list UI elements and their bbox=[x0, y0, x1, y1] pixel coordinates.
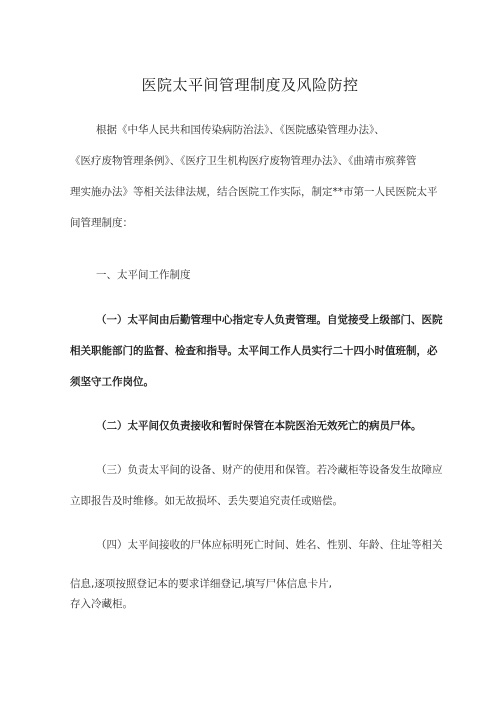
paragraph-line: （一）太平间由后勤管理中心指定专人负责管理。自觉接受上级部门、医院 bbox=[96, 314, 443, 326]
paragraph-line: 理实施办法》等相关法律法规，结合医院工作实际，制定**市第一人民医院太平 bbox=[70, 186, 438, 198]
paragraph-line: 相关职能部门的监督、检查和指导。太平间工作人员实行二十四小时值班制，必 bbox=[70, 345, 438, 357]
paragraph-line: 《医疗废物管理条例》、《医疗卫生机构医疗废物管理办法》、《曲靖市殡葬管 bbox=[70, 155, 417, 167]
section-heading: 一、太平间工作制度 bbox=[96, 269, 191, 281]
paragraph-line: 间管理制度： bbox=[70, 217, 133, 229]
paragraph-line: （二）太平间仅负责接收和暂时保管在本院医治无效死亡的病员尸体。 bbox=[96, 420, 422, 432]
paragraph-line: 存入冷藏柜。 bbox=[70, 598, 133, 610]
paragraph-line: （四）太平间接收的尸体应标明死亡时间、姓名、性别、年龄、住址等相关 bbox=[96, 539, 443, 551]
paragraph-line: 立即报告及时维修。如无故损坏、丢失要追究责任或赔偿。 bbox=[70, 495, 343, 507]
paragraph-line: （三）负责太平间的设备、财产的使用和保管。若冷藏柜等设备发生故障应 bbox=[96, 464, 443, 476]
paragraph-line: 须坚守工作岗位。 bbox=[70, 376, 154, 388]
paragraph-line: 信息,逐项按照登记本的要求详细登记,填写尸体信息卡片, bbox=[70, 578, 333, 590]
document-title: 医院太平间管理制度及风险防控 bbox=[141, 76, 359, 94]
paragraph-line: 根据《中华人民共和国传染病防治法》、《医院感染管理办法》、 bbox=[96, 124, 385, 136]
